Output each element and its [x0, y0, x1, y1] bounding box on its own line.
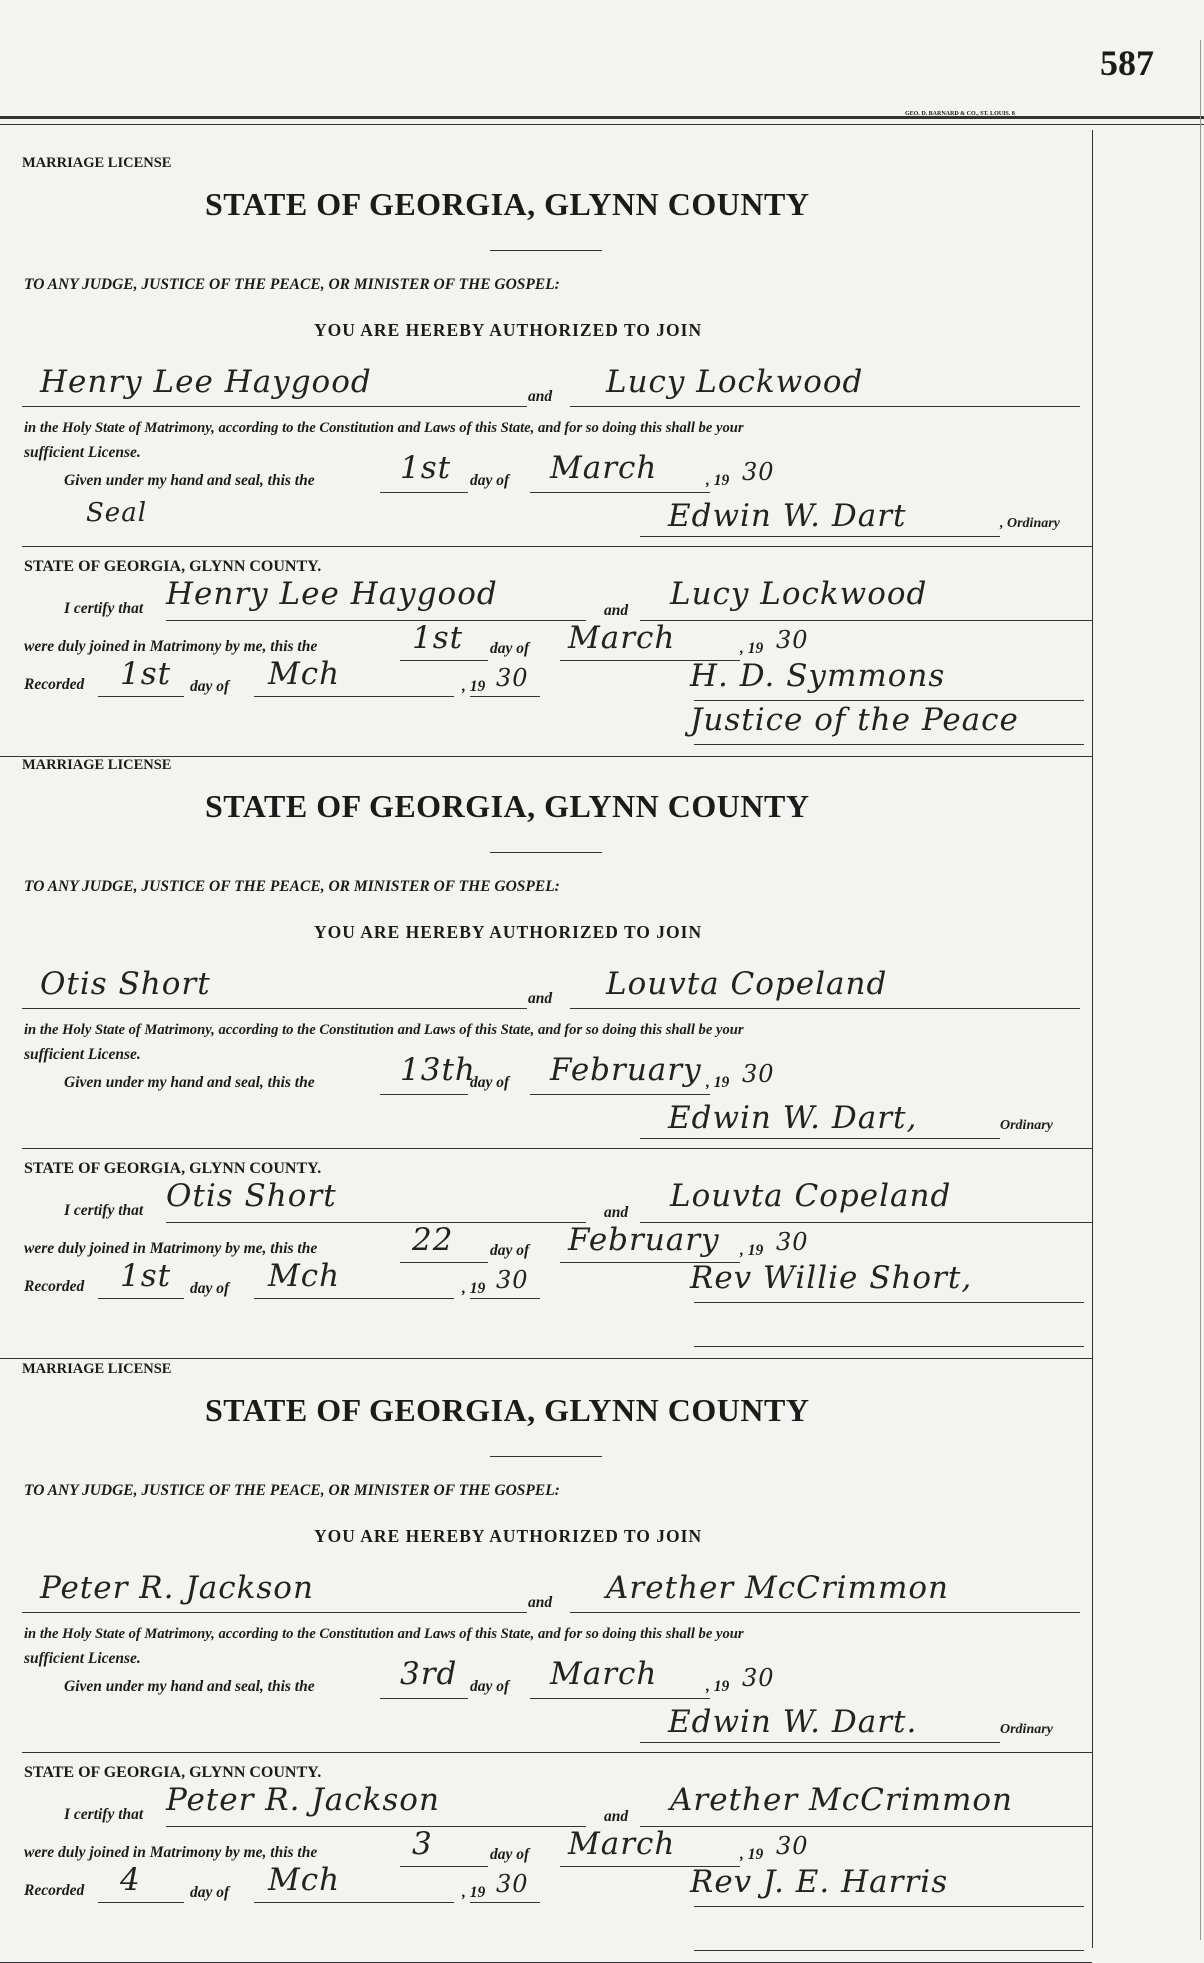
officiant-line — [694, 700, 1084, 701]
ordinary-signature: Edwin W. Dart. — [668, 1704, 918, 1740]
joined-text: were duly joined in Matrimony by me, this the — [24, 638, 318, 655]
license-heading: MARRIAGE LICENSE — [22, 155, 172, 171]
recorded-day: 1st — [120, 1258, 172, 1294]
and-word: and — [528, 388, 553, 405]
groom-name: Otis Short — [40, 966, 211, 1002]
joined-year-prefix: , 19 — [740, 1242, 764, 1259]
recorded-month: Mch — [268, 1258, 341, 1294]
bride-name: Arether McCrimmon — [606, 1570, 949, 1606]
certify-text: I certify that — [64, 600, 144, 617]
joined-year: 30 — [776, 626, 809, 654]
day-of-label: day of — [470, 1678, 510, 1695]
recorded-text: Recorded — [24, 676, 85, 693]
recorded-day-line — [98, 696, 184, 697]
joined-day: 3 — [412, 1826, 433, 1862]
and-word: and — [528, 990, 553, 1007]
joined-text: were duly joined in Matrimony by me, this the — [24, 1240, 318, 1257]
groom-name: Henry Lee Haygood — [40, 364, 372, 400]
seal: Seal — [86, 498, 148, 528]
joined-day: 22 — [412, 1222, 454, 1258]
top-rule — [0, 116, 1204, 119]
joined-month: February — [568, 1222, 720, 1258]
recorded-day-line — [98, 1298, 184, 1299]
given-year-prefix: , 19 — [706, 1074, 730, 1091]
license-divider — [22, 1148, 1092, 1149]
joined-day-of: day of — [490, 1242, 530, 1259]
recorded-text: Recorded — [24, 1278, 85, 1295]
given-month-line — [530, 1698, 710, 1699]
given-text: Given under my hand and seal, this the — [64, 472, 315, 489]
given-year: 30 — [742, 1664, 775, 1692]
given-day-line — [380, 492, 468, 493]
recorded-day: 4 — [120, 1862, 141, 1898]
recorded-month-line — [254, 1902, 454, 1903]
addressee-line: TO ANY JUDGE, JUSTICE OF THE PEACE, OR MINISTER OF THE GOSPEL: — [24, 878, 560, 895]
ordinary-signature: Edwin W. Dart — [668, 498, 907, 534]
cert-and-word: and — [604, 1204, 629, 1221]
given-day: 3rd — [400, 1656, 458, 1692]
bride-name: Lucy Lockwood — [606, 364, 864, 400]
recorded-year: 30 — [496, 1266, 529, 1294]
joined-day-line — [400, 660, 488, 661]
recorded-day-of: day of — [190, 1884, 230, 1901]
cert-groom: Otis Short — [166, 1178, 337, 1214]
authorized-text: YOU ARE HEREBY AUTHORIZED TO JOIN — [314, 922, 703, 942]
cert-groom-line — [166, 620, 586, 621]
given-month: March — [550, 1656, 658, 1692]
ordinary-label: Ordinary — [1000, 1722, 1053, 1737]
page-number: 587 — [1100, 43, 1154, 83]
and-word: and — [528, 1594, 553, 1611]
recorded-year-line — [470, 696, 540, 697]
given-year: 30 — [742, 1060, 775, 1088]
recorded-year-prefix: , 19 — [462, 678, 486, 695]
cert-bride-line — [640, 620, 1092, 621]
officiant-title: Justice of the Peace — [690, 702, 1019, 738]
matrimony-text: in the Holy State of Matrimony, according to the Constitution and Laws of this State, and for so doing this shall be your — [24, 1022, 744, 1038]
right-margin-line — [1092, 130, 1093, 1948]
recorded-year-line — [470, 1902, 540, 1903]
title-underline — [490, 250, 602, 251]
ordinary-label: Ordinary — [1000, 1118, 1053, 1133]
cert-groom-line — [166, 1826, 586, 1827]
cert-bride-line — [640, 1826, 1092, 1827]
cert-heading: STATE OF GEORGIA, GLYNN COUNTY. — [24, 1160, 322, 1177]
joined-day-of: day of — [490, 1846, 530, 1863]
license-heading: MARRIAGE LICENSE — [22, 1361, 172, 1377]
ordinary-line — [640, 1742, 1000, 1743]
ordinary-line — [640, 1138, 1000, 1139]
bride-line — [570, 1612, 1080, 1613]
ordinary-signature: Edwin W. Dart, — [668, 1100, 918, 1136]
day-of-label: day of — [470, 1074, 510, 1091]
officiant-title-line — [694, 1346, 1084, 1347]
matrimony-text: in the Holy State of Matrimony, according to the Constitution and Laws of this State, and for so doing this shall be your — [24, 1626, 744, 1642]
given-year-prefix: , 19 — [706, 472, 730, 489]
recorded-month: Mch — [268, 1862, 341, 1898]
bride-name: Louvta Copeland — [606, 966, 888, 1002]
officiant-signature: Rev Willie Short, — [690, 1260, 973, 1296]
recorded-year: 30 — [496, 1870, 529, 1898]
groom-line — [22, 1612, 527, 1613]
joined-month: March — [568, 1826, 676, 1862]
joined-year: 30 — [776, 1228, 809, 1256]
authorized-text: YOU ARE HEREBY AUTHORIZED TO JOIN — [314, 320, 703, 340]
addressee-line: TO ANY JUDGE, JUSTICE OF THE PEACE, OR MINISTER OF THE GOSPEL: — [24, 1482, 560, 1499]
cert-heading: STATE OF GEORGIA, GLYNN COUNTY. — [24, 1764, 322, 1781]
recorded-month-line — [254, 696, 454, 697]
given-day-line — [380, 1094, 468, 1095]
joined-year-prefix: , 19 — [740, 1846, 764, 1863]
given-year: 30 — [742, 458, 775, 486]
printer-imprint: GEO. D. BARNARD & CO., ST. LOUIS. 8 — [905, 111, 1015, 117]
given-month-line — [530, 1094, 710, 1095]
joined-year-prefix: , 19 — [740, 640, 764, 657]
bride-line — [570, 1008, 1080, 1009]
given-day-line — [380, 1698, 468, 1699]
county-title: STATE OF GEORGIA, GLYNN COUNTY — [205, 186, 810, 222]
joined-day-line — [400, 1262, 488, 1263]
day-of-label: day of — [470, 472, 510, 489]
groom-line — [22, 1008, 527, 1009]
cert-and-word: and — [604, 1808, 629, 1825]
license-heading: MARRIAGE LICENSE — [22, 757, 172, 773]
given-month: February — [550, 1052, 702, 1088]
groom-name: Peter R. Jackson — [40, 1570, 314, 1606]
recorded-day-line — [98, 1902, 184, 1903]
recorded-year-prefix: , 19 — [462, 1884, 486, 1901]
officiant-title-line — [694, 1950, 1084, 1951]
recorded-month: Mch — [268, 656, 341, 692]
bride-line — [570, 406, 1080, 407]
recorded-day-of: day of — [190, 678, 230, 695]
page-right-edge — [1200, 40, 1201, 1940]
recorded-text: Recorded — [24, 1882, 85, 1899]
recorded-year-prefix: , 19 — [462, 1280, 486, 1297]
officiant-signature: Rev J. E. Harris — [690, 1864, 949, 1900]
given-text: Given under my hand and seal, this the — [64, 1074, 315, 1091]
ordinary-line — [640, 536, 1000, 537]
cert-bride: Lucy Lockwood — [670, 576, 928, 612]
recorded-month-line — [254, 1298, 454, 1299]
sufficient-license: sufficient License. — [24, 1046, 141, 1063]
top-rule-2 — [0, 124, 1204, 125]
recorded-day: 1st — [120, 656, 172, 692]
certify-text: I certify that — [64, 1806, 144, 1823]
sufficient-license: sufficient License. — [24, 444, 141, 461]
cert-bride: Arether McCrimmon — [670, 1782, 1013, 1818]
groom-line — [22, 406, 527, 407]
county-title: STATE OF GEORGIA, GLYNN COUNTY — [205, 1392, 810, 1428]
cert-groom-line — [166, 1222, 586, 1223]
officiant-title-line — [694, 744, 1084, 745]
sufficient-license: sufficient License. — [24, 1650, 141, 1667]
cert-bride: Louvta Copeland — [670, 1178, 952, 1214]
authorized-text: YOU ARE HEREBY AUTHORIZED TO JOIN — [314, 1526, 703, 1546]
joined-day-line — [400, 1866, 488, 1867]
ordinary-label: , Ordinary — [1000, 516, 1060, 531]
record-divider — [0, 1358, 1092, 1359]
officiant-line — [694, 1906, 1084, 1907]
joined-day: 1st — [412, 620, 464, 656]
license-divider — [22, 1752, 1092, 1753]
cert-groom: Henry Lee Haygood — [166, 576, 498, 612]
title-underline — [490, 1456, 602, 1457]
joined-text: were duly joined in Matrimony by me, this the — [24, 1844, 318, 1861]
title-underline — [490, 852, 602, 853]
joined-month: March — [568, 620, 676, 656]
officiant-signature: H. D. Symmons — [690, 658, 946, 694]
joined-year: 30 — [776, 1832, 809, 1860]
matrimony-text: in the Holy State of Matrimony, according to the Constitution and Laws of this State, and for so doing this shall be your — [24, 420, 744, 436]
recorded-day-of: day of — [190, 1280, 230, 1297]
given-year-prefix: , 19 — [706, 1678, 730, 1695]
cert-and-word: and — [604, 602, 629, 619]
given-month-line — [530, 492, 710, 493]
recorded-year: 30 — [496, 664, 529, 692]
given-day: 1st — [400, 450, 452, 486]
addressee-line: TO ANY JUDGE, JUSTICE OF THE PEACE, OR MINISTER OF THE GOSPEL: — [24, 276, 560, 293]
recorded-year-line — [470, 1298, 540, 1299]
given-day: 13th — [400, 1052, 476, 1088]
certify-text: I certify that — [64, 1202, 144, 1219]
license-divider — [22, 546, 1092, 547]
county-title: STATE OF GEORGIA, GLYNN COUNTY — [205, 788, 810, 824]
given-month: March — [550, 450, 658, 486]
cert-groom: Peter R. Jackson — [166, 1782, 440, 1818]
joined-day-of: day of — [490, 640, 530, 657]
cert-heading: STATE OF GEORGIA, GLYNN COUNTY. — [24, 558, 322, 575]
given-text: Given under my hand and seal, this the — [64, 1678, 315, 1695]
officiant-line — [694, 1302, 1084, 1303]
